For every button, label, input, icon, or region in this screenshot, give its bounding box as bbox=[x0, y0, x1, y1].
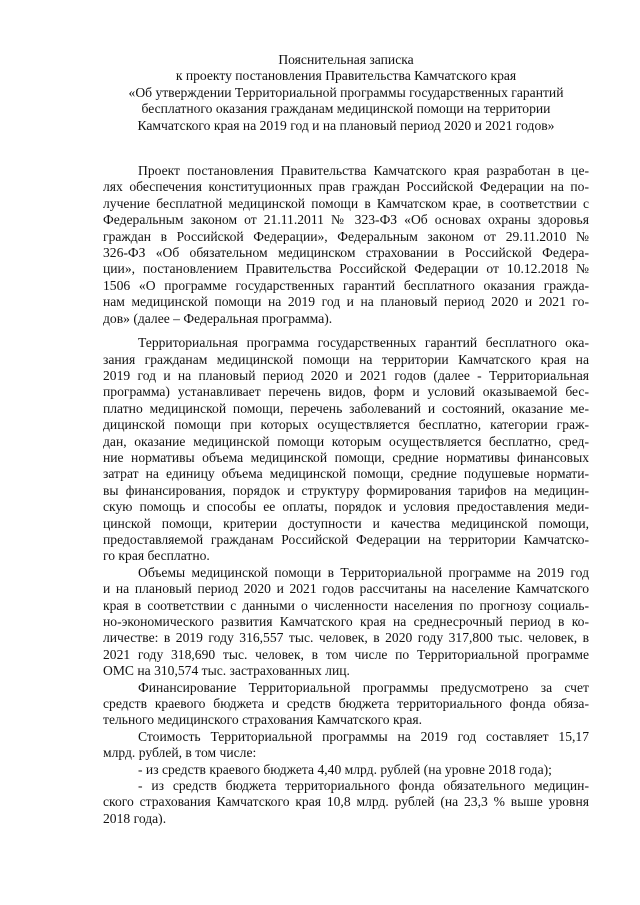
paragraph-line: граждан в Российской Федерации», Федеральным законом от 29.11.2010 № bbox=[103, 228, 589, 244]
paragraph-line: млрд. рублей, в том числе: bbox=[103, 745, 257, 761]
paragraph-line: предоставляемой гражданам Российской Федерации на территории Камчатско- bbox=[103, 531, 589, 547]
paragraph-line: средств краевого бюджета и средств бюджета территориального фонда обяза- bbox=[103, 696, 589, 712]
document-page bbox=[103, 52, 589, 827]
paragraph-line: 326-ФЗ «Об обязательном медицинском страховании в Российской Федера- bbox=[103, 245, 589, 261]
paragraph-line: дан, оказание медицинской помощи которым осуществляется бесплатно, сред- bbox=[103, 433, 589, 449]
paragraph-line: Территориальная программа государственных гарантий бесплатного ока- bbox=[138, 335, 589, 351]
paragraph bbox=[103, 335, 589, 565]
title-line: бесплатного оказания гражданам медицинской помощи на территории bbox=[141, 101, 551, 117]
paragraph-line: ние нормативы объема медицинской помощи, средние нормативы финансовых bbox=[103, 449, 589, 465]
paragraph-line: но-экономического развития Камчатского края на среднесрочный период в ко- bbox=[103, 614, 589, 629]
paragraph-line: скую помощь и способы ее оплаты, порядок и условия предоставления меди- bbox=[103, 499, 589, 515]
paragraph-line: Проект постановления Правительства Камчатского края разработан в це- bbox=[138, 163, 589, 179]
paragraph-line: Объемы медицинской помощи в Территориальной программе на 2019 год bbox=[138, 564, 589, 580]
paragraph-line: лях обеспечения конституционных прав граждан Российской Федерации на по- bbox=[103, 179, 589, 195]
paragraph-line: цинской помощи, критерии доступности и качества медицинской помощи, bbox=[103, 515, 589, 531]
paragraph-line: 2018 года). bbox=[103, 810, 167, 826]
paragraph-line: программа) устанавливает перечень видов, форм и условий оказываемой бес- bbox=[103, 384, 589, 400]
paragraph-line: вы финансирования, порядок и структуру формирования тарифов на медицин- bbox=[103, 482, 589, 498]
title-line: Пояснительная записка bbox=[278, 52, 414, 67]
paragraph-line: нам медицинской помощи на 2019 год и на плановый период 2020 и 2021 го- bbox=[103, 294, 589, 310]
paragraph-line: затрат на единицу объема медицинской помощи, средние подушевые нормати- bbox=[103, 466, 589, 482]
paragraph-line: дов» (далее – Федеральная программа). bbox=[103, 310, 333, 326]
paragraph-line: 2019 год и на плановый период 2020 и 2021 годов (далее - Территориальная bbox=[103, 367, 589, 383]
paragraph bbox=[103, 680, 589, 729]
paragraph-line: Финансирование Территориальной программы предусмотрено за счет bbox=[138, 679, 589, 695]
paragraph bbox=[103, 762, 589, 778]
paragraph-line: ции», постановлением Правительства Российской Федерации от 10.12.2018 № bbox=[103, 261, 589, 277]
paragraph-line: - из средств бюджета территориального фонда обязательного медицин- bbox=[138, 778, 589, 794]
paragraph-spacer bbox=[103, 327, 589, 335]
paragraph bbox=[103, 163, 589, 327]
paragraph-line: тельного медицинского страхования Камчатского края. bbox=[103, 712, 423, 728]
paragraph-line: Стоимость Территориальной программы на 2019 год составляет 15,17 bbox=[138, 728, 589, 744]
paragraph-line: лучение бесплатной медицинской помощи в Камчатском крае, в соответствии с bbox=[103, 195, 589, 211]
paragraph-line: го края бесплатно. bbox=[103, 548, 210, 564]
paragraph bbox=[103, 729, 589, 762]
paragraph-line: Федеральным законом от 21.11.2011 № 323-ФЗ «Об основах охраны здоровья bbox=[103, 212, 589, 228]
title-line: к проекту постановления Правительства Камчатского края bbox=[175, 68, 517, 84]
paragraph-line: платно медицинской помощи, перечень заболеваний и состояний, оказание ме- bbox=[103, 400, 589, 416]
document-body bbox=[103, 163, 589, 827]
paragraph bbox=[103, 778, 589, 827]
paragraph-line: края в соответствии с данными о численности населения по прогнозу социаль- bbox=[103, 597, 589, 613]
paragraph-line: дицинской помощи при которых осуществляется бесплатно, категории граж- bbox=[103, 417, 589, 433]
paragraph-line: - из средств краевого бюджета 4,40 млрд. рублей (на уровне 2018 года); bbox=[138, 761, 552, 777]
paragraph-line: личестве: в 2019 году 316,557 тыс. человек, в 2020 году 317,800 тыс. человек, в bbox=[103, 630, 589, 646]
document-title bbox=[103, 52, 589, 134]
paragraph-line: зания гражданам медицинской помощи на территории Камчатского края на bbox=[103, 351, 589, 367]
paragraph-line: 2021 году 318,690 тыс. человек, в том числе по Территориальной программе bbox=[103, 646, 589, 662]
paragraph-line: и на плановый период 2020 и 2021 годов рассчитаны на население Камчатского bbox=[103, 581, 589, 597]
paragraph-line: ского страхования Камчатского края 10,8 млрд. рублей (на 23,3 % выше уровня bbox=[103, 794, 589, 810]
title-line: Камчатского края на 2019 год и на плановый период 2020 и 2021 годов» bbox=[137, 117, 555, 133]
paragraph bbox=[103, 565, 589, 680]
paragraph-line: ОМС на 310,574 тыс. застрахованных лиц. bbox=[103, 663, 350, 679]
title-line: «Об утверждении Территориальной программы государственных гарантий bbox=[128, 84, 564, 100]
paragraph-line: 1506 «О программе государственных гарантий бесплатного оказания гражда- bbox=[103, 277, 589, 293]
